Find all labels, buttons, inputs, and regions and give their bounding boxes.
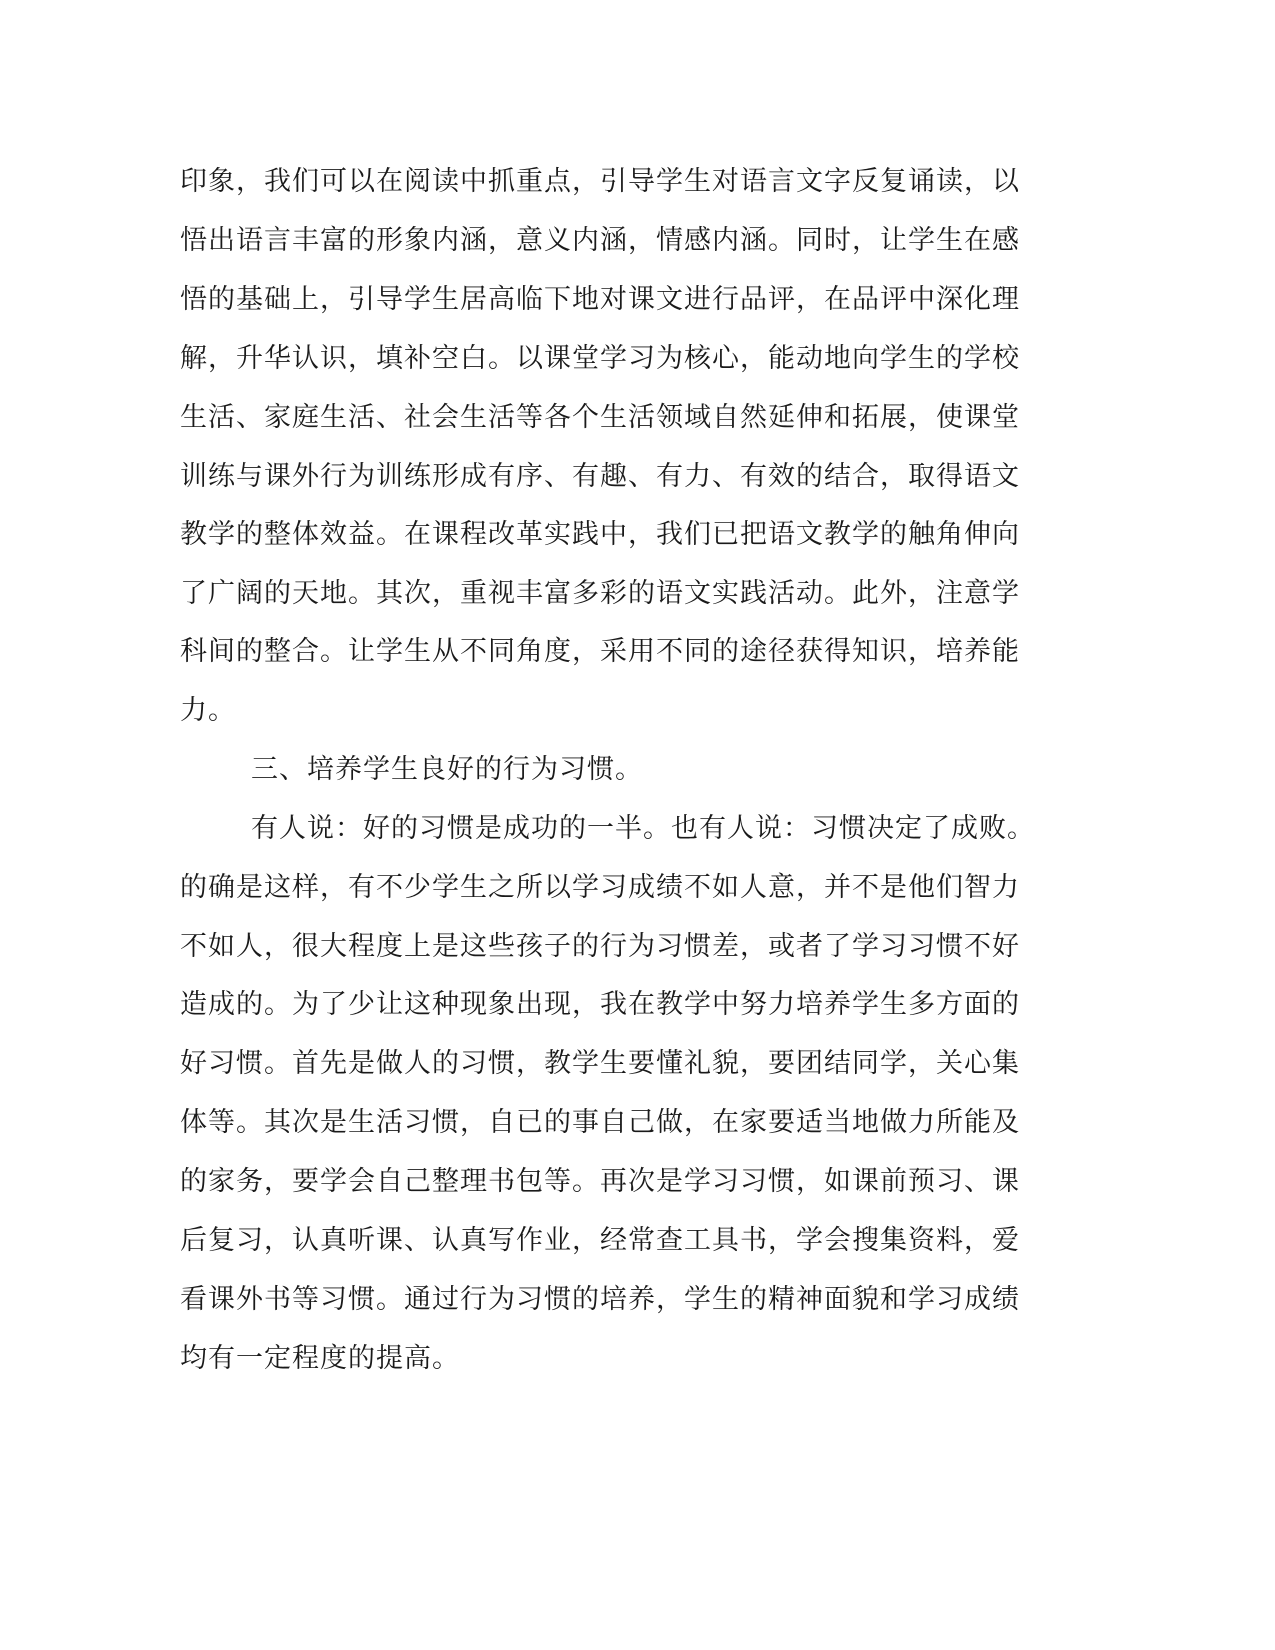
text-line: 科间的整合。让学生从不同角度，采用不同的途径获得知识，培养能 <box>180 636 1020 667</box>
text-line: 体等。其次是生活习惯，自已的事自己做，在家要适当地做力所能及 <box>180 1107 1020 1138</box>
text-line: 解，升华认识，填补空白。以课堂学习为核心，能动地向学生的学校 <box>180 343 1020 374</box>
text-line: 的家务，要学会自己整理书包等。再次是学习习惯，如课前预习、课 <box>180 1166 1020 1197</box>
text-line: 印象，我们可以在阅读中抓重点，引导学生对语言文字反复诵读，以 <box>180 166 1020 197</box>
text-line: 造成的。为了少让这种现象出现，我在教学中努力培养学生多方面的 <box>180 989 1020 1020</box>
text-line: 训练与课外行为训练形成有序、有趣、有力、有效的结合，取得语文 <box>180 461 1020 492</box>
text-line: 后复习，认真听课、认真写作业，经常查工具书，学会搜集资料，爱 <box>180 1225 1020 1256</box>
text-line: 了广阔的天地。其次，重视丰富多彩的语文实践活动。此外，注意学 <box>180 578 1020 609</box>
text-line: 均有一定程度的提高。 <box>180 1343 460 1374</box>
text-line: 好习惯。首先是做人的习惯，教学生要懂礼貌，要团结同学，关心集 <box>180 1048 1020 1079</box>
text-line: 看课外书等习惯。通过行为习惯的培养，学生的精神面貌和学习成绩 <box>180 1284 1020 1315</box>
section-heading: 三、培养学生良好的行为习惯。 <box>251 754 643 785</box>
text-line: 教学的整体效益。在课程改革实践中，我们已把语文教学的触角伸向 <box>180 519 1020 550</box>
text-line: 力。 <box>180 695 236 726</box>
text-line: 不如人，很大程度上是这些孩子的行为习惯差，或者了学习习惯不好 <box>180 931 1020 962</box>
text-line: 生活、家庭生活、社会生活等各个生活领域自然延伸和拓展，使课堂 <box>180 402 1020 433</box>
text-line: 悟的基础上，引导学生居高临下地对课文进行品评，在品评中深化理 <box>180 284 1020 315</box>
text-line: 有人说：好的习惯是成功的一半。也有人说：习惯决定了成败。 <box>251 813 1035 844</box>
text-line: 悟出语言丰富的形象内涵，意义内涵，情感内涵。同时，让学生在感 <box>180 225 1020 256</box>
text-line: 的确是这样，有不少学生之所以学习成绩不如人意，并不是他们智力 <box>180 872 1020 903</box>
